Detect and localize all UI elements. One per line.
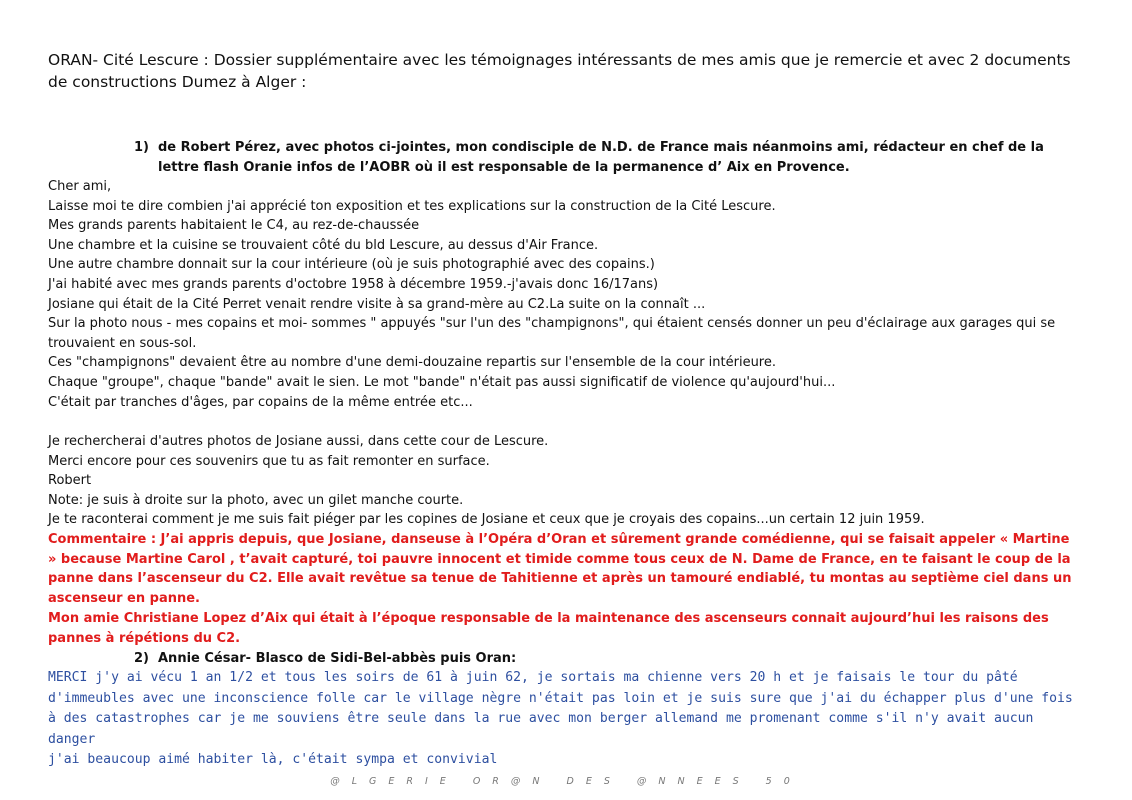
letter-line: Laisse moi te dire combien j'ai apprécié ton exposition et tes explications sur la construction de la Cité Lescure. <box>48 198 776 214</box>
letter-line: Je rechercherai d'autres photos de Josiane aussi, dans cette cour de Lescure. <box>48 434 549 449</box>
letter-line: C'était par tranches d'âges, par copains de la même entrée etc... <box>48 394 473 410</box>
letter-line: Je te raconterai comment je me suis fait piéger par les copines de Josiane et ceux que je croyais des copains...un certain 12 juin 1959. <box>48 512 925 528</box>
testimony-paragraph: j'ai beaucoup aimé habiter là, c'était sympa et convivial <box>48 752 498 767</box>
comment-paragraph: Mon amie Christiane Lopez d’Aix qui était à l’époque responsable de la maintenance des ascenseurs connait aujourd’hui les raisons des pannes à répétions du C2. <box>48 610 1049 646</box>
letter-line: Robert <box>48 473 92 489</box>
page-title: ORAN- Cité Lescure : Dossier supplémentaire avec les témoignages intéressants de mes amis que je remercie et avec 2 documents de constructions Dumez à Alger : <box>48 51 1071 91</box>
letter-line: Merci encore pour ces souvenirs que tu as fait remonter en surface. <box>48 453 490 469</box>
section-2-heading <box>134 649 1064 669</box>
letter-line: Mes grands parents habitaient le C4, au rez-de-chaussée <box>48 218 420 234</box>
section-1-heading <box>134 138 1064 178</box>
comment-block <box>48 530 1078 648</box>
comment-paragraph: Commentaire : J’ai appris depuis, que Josiane, danseuse à l’Opéra d’Oran et sûrement grande comédienne, qui se faisait appeler « Martine » because Martine Carol , t’avait capturé, toi pauvre innocent et timide comme tous ceux de N. Dame de France, en te faisant le coup de la panne dans l’ascenseur du C2. Elle avait revêtue sa tenue de Tahitienne et après un tamouré endiablé, tu montas au septième ciel dans un ascenseur en panne. <box>48 532 1072 607</box>
letter-line: Note: je suis à droite sur la photo, avec un gilet manche courte. <box>48 492 464 508</box>
testimony-paragraph: MERCI j'y ai vécu 1 an 1/2 et tous les soirs de 61 à juin 62, je sortais ma chienne vers 20 h et je faisais le tour du pâté d'immeubles avec une inconscience folle car le village nègre n'était pas loin et je suis sure que j'ai du échapper plus d'une fois à des catastrophes car je me souviens être seule dans la rue avec mon berger allemand me promenant comme s'il n'y avait aucun danger <box>48 670 1073 747</box>
section-2-number: 2) <box>134 651 149 666</box>
letter-body <box>48 177 1083 412</box>
letter-line: Chaque "groupe", chaque "bande" avait le sien. Le mot "bande" n'était pas aussi significatif de violence qu'aujourd'hui... <box>48 374 836 390</box>
section-1-heading-text: de Robert Pérez, avec photos ci-jointes, mon condisciple de N.D. de France mais néanmoins ami, rédacteur en chef de la lettre flash Oranie infos de l’AOBR où il est responsable de la permanence d’ Aix en Provence. <box>158 140 1044 175</box>
letter-line: Une chambre et la cuisine se trouvaient côté du bld Lescure, au dessus d'Air France. <box>48 237 599 253</box>
letter-line: Une autre chambre donnait sur la cour intérieure (où je suis photographié avec des copains.) <box>48 257 655 273</box>
annie-testimony <box>48 668 1083 771</box>
letter-line: J'ai habité avec mes grands parents d'octobre 1958 à décembre 1959.-j'avais donc 16/17ans) <box>48 276 659 292</box>
page-footer: @LGERIE OR@N DES @NNEES 50 <box>330 776 802 787</box>
letter-line: Ces "champignons" devaient être au nombre d'une demi-douzaine repartis sur l'ensemble de la cour intérieure. <box>48 355 776 371</box>
letter-line: Josiane qui était de la Cité Perret venait rendre visite à sa grand-mère au C2.La suite on la connaît ... <box>48 296 706 312</box>
section-1-number: 1) <box>134 140 149 155</box>
letter-line: Cher ami, <box>48 179 112 194</box>
section-2-heading-text: Annie César- Blasco de Sidi-Bel-abbès puis Oran: <box>158 651 517 666</box>
letter-line: Sur la photo nous - mes copains et moi- sommes " appuyés "sur l'un des "champignons", qui étaient censés donner un peu d'éclairage aux garages qui se trouvaient en sous-sol. <box>48 316 1056 351</box>
letter-body-continued <box>48 432 1083 530</box>
